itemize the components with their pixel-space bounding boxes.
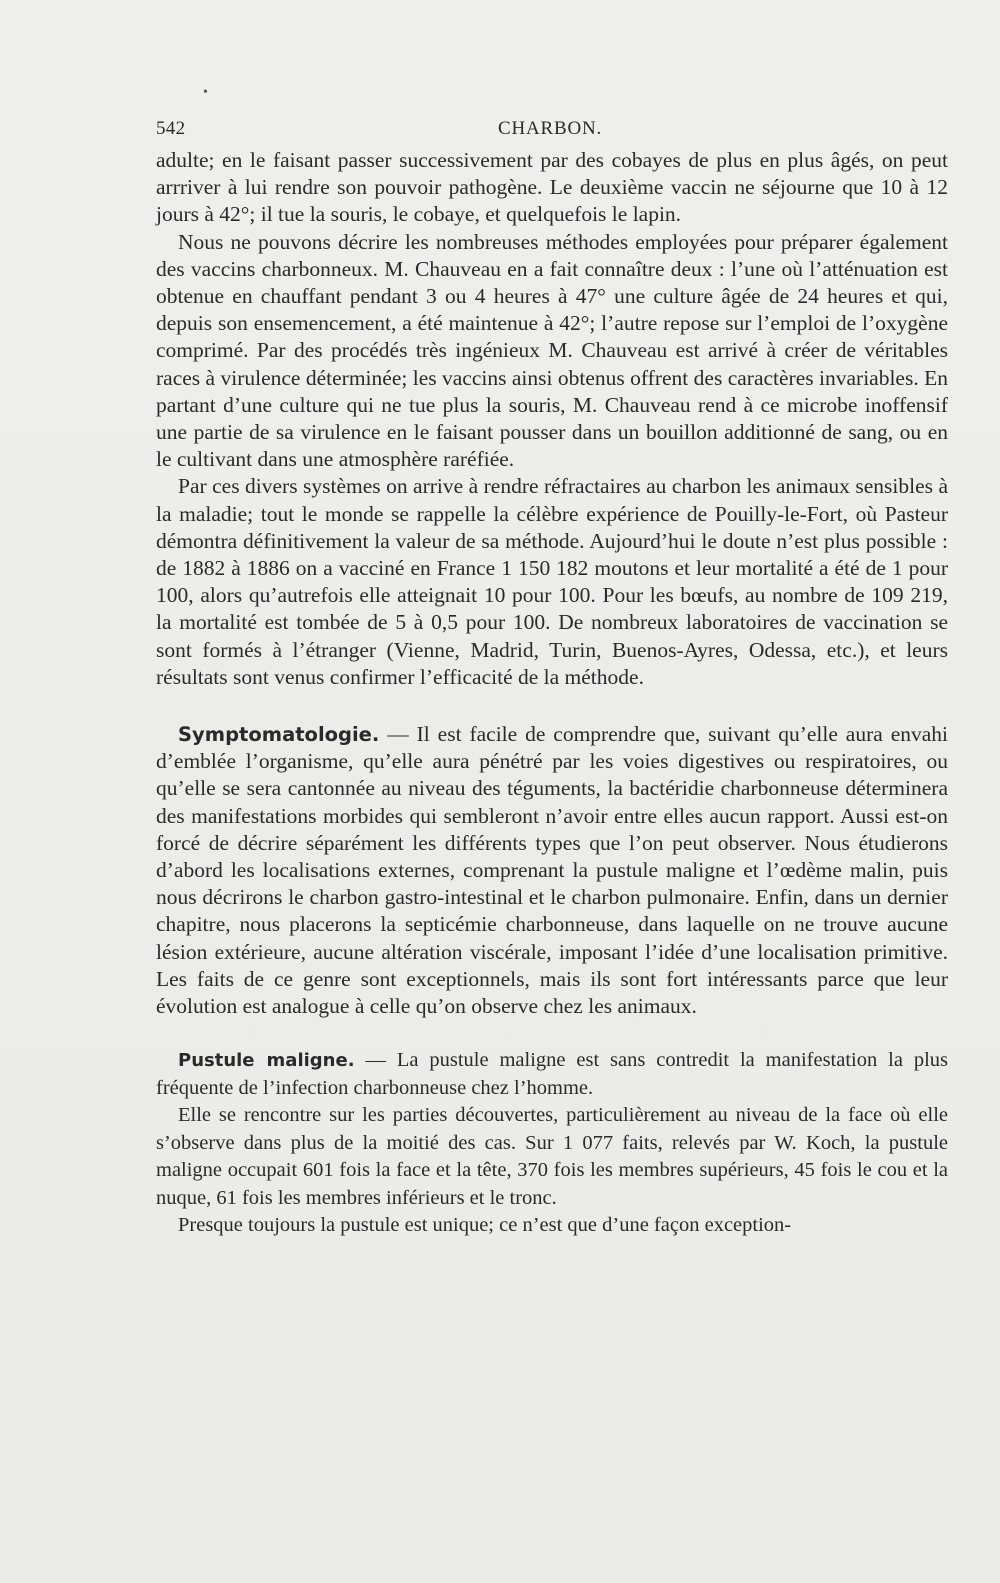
page-number: 542 xyxy=(156,118,186,139)
section-text-symptomatologie: — Il est facile de comprendre que, suivant qu’elle aura envahi d’emblée l’organisme, qu’elle aura pénétré par les voies digestives ou respiratoires, ou qu’elle se sera cantonnée au niveau des téguments, la bactéridie charbonneuse déterminera des manifestations morbides qui sembleront n’avoir entre elles aucun rapport. Aussi est-on forcé de décrire séparément les différents types que l’on peut observer. Nous étudierons d’abord les localisations externes, comprenant la pustule maligne et l’œdème malin, puis nous décrirons le charbon gastro-intestinal et le charbon pulmonaire. Enfin, dans un dernier chapitre, nous placerons la septicémie charbonneuse, dans laquelle on ne trouve aucune lésion extérieure, aucune altération viscérale, imposant l’idée d’une localisation primitive. Les faits de ce genre sont exceptionnels, mais ils sont fort intéressants parce que leur évolution est analogue à celle qu’on observe chez les animaux. xyxy=(156,722,948,1019)
paragraph-3: Par ces divers systèmes on arrive à rendre réfractaires au charbon les animaux sensibles à la maladie; tout le monde se rappelle la célèbre expérience de Pouilly-le-Fort, où Pasteur démontra définitivement la valeur de sa méthode. Aujourd’hui le doute n’est plus possible : de 1882 à 1886 on a vacciné en France 1 150 182 moutons et leur mortalité a été de 1 pour 100, alors qu’autrefois elle atteignait 10 pour 100. Pour les bœufs, au nombre de 109 219, la mortalité est tombée de 5 à 0,5 pour 100. De nombreux laboratoires de vaccination se sont formés à l’étranger (Vienne, Madrid, Turin, Buenos-Ayres, Odessa, etc.), et leurs résultats sont venus confirmer l’efficacité de la méthode. xyxy=(156,474,948,689)
section-heading-pustule: Pustule maligne. xyxy=(178,1050,355,1072)
paragraph-2: Nous ne pouvons décrire les nombreuses méthodes employées pour préparer également des vaccins charbonneux. M. Chauveau en a fait connaître deux : l’une où l’atténuation est obtenue en chauffant pendant 3 ou 4 heures à 47° une culture âgée de 24 heures et qui, depuis son ensemencement, a été maintenue à 42°; l’autre repose sur l’emploi de l’oxygène comprimé. Par des procédés très ingénieux M. Chauveau est arrivé à créer de véritables races à virulence déterminée; les vaccins ainsi obtenus offrent des caractères invariables. En partant d’une culture qui ne tue plus la souris, M. Chauveau rend à ce microbe inoffensif une partie de sa virulence en le faisant pousser dans un bouillon additionné de sang, ou en le cultivant dans une atmosphère raréfiée. xyxy=(156,229,948,472)
running-title: CHARBON. xyxy=(498,118,603,139)
section-heading-symptomatologie: Symptomatologie. xyxy=(178,723,380,747)
section-symptomatologie xyxy=(156,721,948,1020)
paragraph-1: adulte; en le faisant passer successivement par des cobayes de plus en plus âgés, on peut arrriver à lui rendre son pouvoir pathogène. Le deuxième vaccin ne séjourne que 10 à 12 jours à 42°; il tue la souris, le cobaye, et quelquefois le lapin. xyxy=(156,148,948,227)
section-pustule-maligne xyxy=(156,1047,948,1102)
paragraph-5: Presque toujours la pustule est unique; ce n’est que d’une façon exception- xyxy=(178,1214,792,1237)
body-text xyxy=(156,147,948,1240)
print-mark: • xyxy=(203,85,208,100)
page-header xyxy=(156,110,946,140)
section-text-pustule: — La pustule maligne est sans contredit la manifestation la plus fréquente de l’infection charbonneuse chez l’homme. xyxy=(156,1049,948,1099)
paragraph-4: Elle se rencontre sur les parties découvertes, particulièrement au niveau de la face où elle s’observe dans plus de la moitié des cas. Sur 1 077 faits, relevés par W. Koch, la pustule maligne occupait 601 fois la face et la tête, 370 fois les membres supérieurs, 45 fois le cou et la nuque, 61 fois les membres inférieurs et le tronc. xyxy=(156,1104,948,1209)
